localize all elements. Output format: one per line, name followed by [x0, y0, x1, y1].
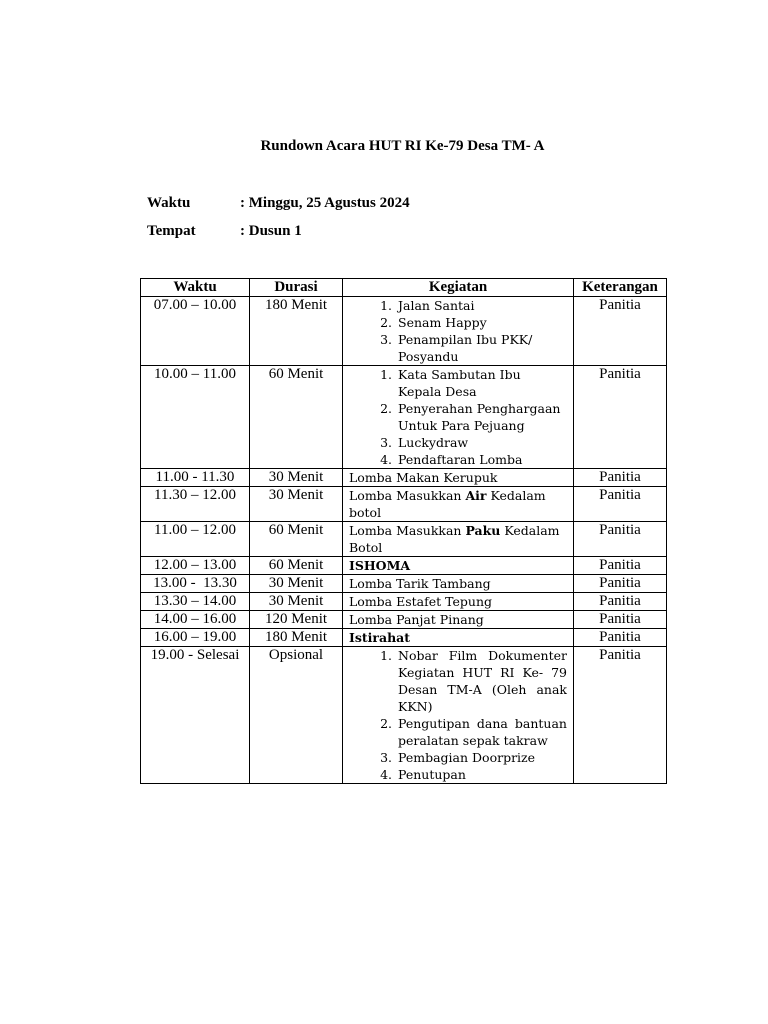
- time-cell: 13.00 - 13.30: [141, 575, 250, 593]
- duration-cell: 30 Menit: [250, 593, 343, 611]
- time-cell: 11.00 - 11.30: [141, 469, 250, 487]
- table-row: [141, 297, 667, 366]
- activity-cell: [343, 575, 574, 593]
- activity-text: Lomba Estafet Tepung: [349, 594, 493, 609]
- activity-text-bold: Air: [465, 488, 487, 503]
- activity-text-bold: ISHOMA: [349, 558, 411, 573]
- duration-cell: 30 Menit: [250, 469, 343, 487]
- duration-cell: 60 Menit: [250, 522, 343, 557]
- activity-cell: [343, 557, 574, 575]
- event-place-label: Tempat: [147, 223, 196, 239]
- event-date-row: [147, 195, 410, 223]
- table-row: [141, 593, 667, 611]
- duration-cell: 180 Menit: [250, 629, 343, 647]
- event-date-value: : Minggu, 25 Agustus 2024: [240, 195, 410, 211]
- header-waktu: Waktu: [141, 279, 250, 297]
- duration-cell: 60 Menit: [250, 366, 343, 469]
- schedule-table: [140, 278, 667, 784]
- table-row: [141, 522, 667, 557]
- duration-cell: 30 Menit: [250, 575, 343, 593]
- note-cell: Panitia: [574, 487, 667, 522]
- document-title: Rundown Acara HUT RI Ke-79 Desa TM- A: [260, 138, 545, 154]
- time-cell: 07.00 – 10.00: [141, 297, 250, 366]
- activity-cell: [343, 469, 574, 487]
- note-cell: Panitia: [574, 629, 667, 647]
- duration-cell: Opsional: [250, 647, 343, 784]
- event-info: [147, 195, 410, 251]
- activity-cell: [343, 647, 574, 784]
- time-cell: 14.00 – 16.00: [141, 611, 250, 629]
- table-row: [141, 629, 667, 647]
- activity-text-bold: Paku: [465, 523, 501, 538]
- table-header-row: [141, 279, 667, 297]
- note-cell: Panitia: [574, 469, 667, 487]
- activity-cell: [343, 611, 574, 629]
- activity-list-item: 4. Pendaftaran Lomba: [396, 451, 567, 468]
- activity-text: Lomba Tarik Tambang: [349, 576, 491, 591]
- activity-text: Lomba Masukkan: [349, 488, 466, 503]
- activity-list-item: 2. Senam Happy: [396, 314, 567, 331]
- duration-cell: 60 Menit: [250, 557, 343, 575]
- activity-text: Lomba Masukkan: [349, 523, 466, 538]
- activity-list: [349, 297, 567, 365]
- duration-cell: 30 Menit: [250, 487, 343, 522]
- time-cell: 11.00 – 12.00: [141, 522, 250, 557]
- schedule-body: [141, 297, 667, 784]
- activity-list-item: 3. Pembagian Doorprize: [396, 749, 567, 766]
- event-place-value: : Dusun 1: [240, 223, 302, 239]
- table-row: [141, 366, 667, 469]
- activity-list-item: 3. Penampilan Ibu PKK/ Posyandu: [396, 331, 567, 365]
- note-cell: Panitia: [574, 575, 667, 593]
- activity-list: [349, 647, 567, 783]
- activity-list-item: 1. Jalan Santai: [396, 297, 567, 314]
- activity-text: Lomba Panjat Pinang: [349, 612, 484, 627]
- activity-cell: [343, 522, 574, 557]
- activity-list-item: 2. Pengutipan dana bantuan peralatan sepak takraw: [396, 715, 567, 749]
- table-row: [141, 469, 667, 487]
- activity-cell: [343, 366, 574, 469]
- time-cell: 16.00 – 19.00: [141, 629, 250, 647]
- activity-list-item: 1. Nobar Film Dokumenter Kegiatan HUT RI Ke- 79 Desan TM-A (Oleh anak KKN): [396, 647, 567, 715]
- activity-text: Lomba Makan Kerupuk: [349, 470, 498, 485]
- activity-list-item: 4. Penutupan: [396, 766, 567, 783]
- event-place-row: [147, 223, 410, 251]
- activity-cell: [343, 297, 574, 366]
- activity-cell: [343, 629, 574, 647]
- activity-list-item: 2. Penyerahan Penghargaan Untuk Para Pejuang: [396, 400, 567, 434]
- table-row: [141, 647, 667, 784]
- note-cell: Panitia: [574, 611, 667, 629]
- table-row: [141, 557, 667, 575]
- activity-text-bold: Istirahat: [349, 630, 411, 645]
- time-cell: 13.30 – 14.00: [141, 593, 250, 611]
- table-row: [141, 611, 667, 629]
- note-cell: Panitia: [574, 647, 667, 784]
- activity-list: [349, 366, 567, 468]
- header-durasi: Durasi: [250, 279, 343, 297]
- time-cell: 10.00 – 11.00: [141, 366, 250, 469]
- activity-cell: [343, 487, 574, 522]
- activity-cell: [343, 593, 574, 611]
- header-keterangan: Keterangan: [574, 279, 667, 297]
- time-cell: 19.00 - Selesai: [141, 647, 250, 784]
- note-cell: Panitia: [574, 366, 667, 469]
- duration-cell: 180 Menit: [250, 297, 343, 366]
- note-cell: Panitia: [574, 557, 667, 575]
- time-cell: 12.00 – 13.00: [141, 557, 250, 575]
- activity-list-item: 1. Kata Sambutan Ibu Kepala Desa: [396, 366, 567, 400]
- note-cell: Panitia: [574, 593, 667, 611]
- note-cell: Panitia: [574, 297, 667, 366]
- note-cell: Panitia: [574, 522, 667, 557]
- event-date-label: Waktu: [147, 195, 191, 211]
- activity-text: Kedalam Botol: [349, 523, 564, 555]
- duration-cell: 120 Menit: [250, 611, 343, 629]
- table-row: [141, 487, 667, 522]
- activity-text: Kedalam botol: [349, 488, 550, 520]
- header-kegiatan: Kegiatan: [343, 279, 574, 297]
- table-row: [141, 575, 667, 593]
- activity-list-item: 3. Luckydraw: [396, 434, 567, 451]
- time-cell: 11.30 – 12.00: [141, 487, 250, 522]
